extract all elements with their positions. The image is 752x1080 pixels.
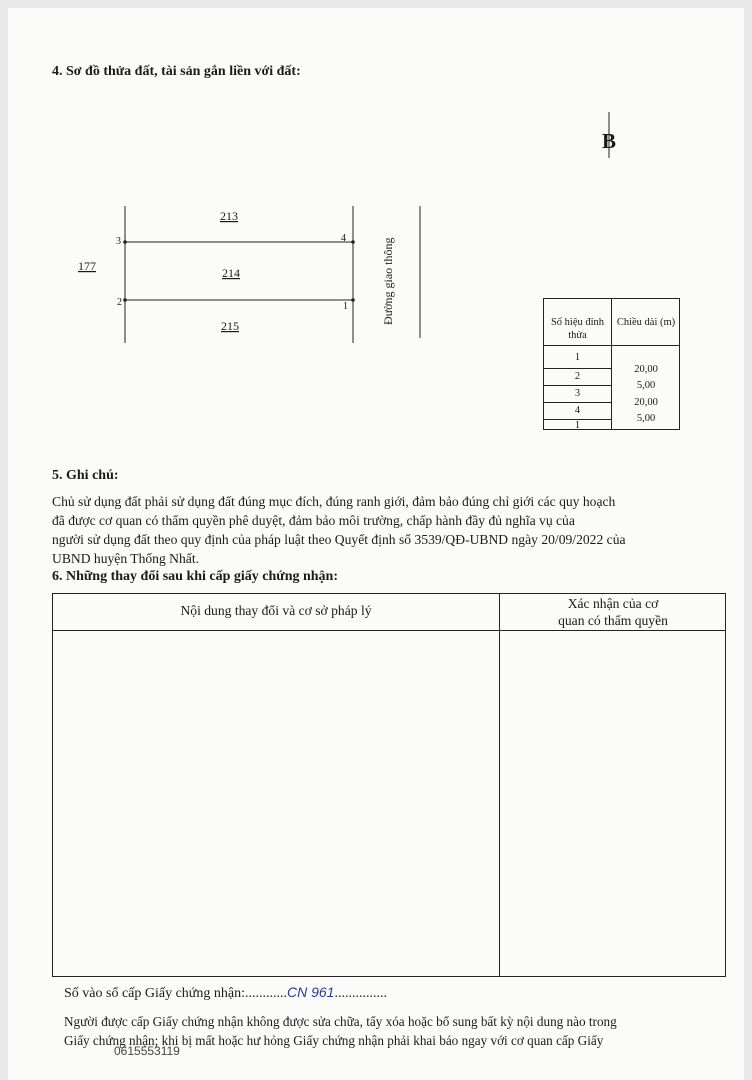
vertex-length-table — [543, 298, 680, 430]
changes-table — [52, 593, 726, 977]
section-5-title: 5. Ghi chú: — [52, 468, 119, 483]
section-6-title: 6. Những thay đổi sau khi cấp giấy chứng nhận: — [52, 569, 339, 584]
section-4-title: 4. Sơ đồ thửa đất, tài sản gắn liền với đất: — [52, 64, 301, 79]
note-line-2: đã được cơ quan có thẩm quyền phê duyệt, đảm bảo môi trường, chấp hành đầy đủ nghĩa vụ của — [52, 513, 575, 528]
register-label: Số vào sổ cấp Giấy chứng nhận: — [64, 986, 245, 1001]
table-point-1: 1 — [574, 352, 581, 363]
footer-note-line-1: Người được cấp Giấy chứng nhận không được sửa chữa, tẩy xóa hoặc bổ sung bất kỳ nội dung nào trong — [64, 1014, 617, 1029]
north-symbol-letter: B — [602, 129, 617, 153]
changes-header-content: Nội dung thay đổi và cơ sở pháp lý — [180, 603, 372, 618]
table-point-3: 3 — [574, 388, 581, 399]
document-page — [8, 8, 744, 1080]
vertex-3-label: 3 — [116, 236, 121, 247]
table-header-point: Số hiệu đỉnh thửa — [550, 317, 605, 341]
table-length-2: 5,00 — [636, 380, 656, 391]
register-dots-left: ............ — [245, 986, 287, 1001]
vertex-marker-4 — [351, 240, 355, 244]
vertex-marker-3 — [123, 240, 127, 244]
footer-note-line-2: Giấy chứng nhận; khi bị mất hoặc hư hỏng Giấy chứng nhận phải khai báo ngay với cơ quan cấp Giấy — [64, 1033, 604, 1048]
changes-header-confirm-1: Xác nhận của cơ — [567, 596, 659, 611]
note-line-1: Chủ sử dụng đất phải sử dụng đất đúng mục đích, đúng ranh giới, đảm bảo đúng chỉ giới các quy hoạch — [52, 494, 616, 509]
vertex-marker-2 — [123, 298, 127, 302]
parcel-215-label: 215 — [221, 319, 239, 333]
table-point-1-end: 1 — [574, 420, 581, 431]
table-point-2: 2 — [574, 371, 581, 382]
register-dots-right: ............... — [334, 986, 387, 1001]
table-length-1: 20,00 — [634, 364, 658, 375]
table-length-4: 5,00 — [636, 413, 656, 424]
note-line-4: UBND huyện Thống Nhất. — [52, 551, 200, 566]
note-line-3: người sử dụng đất theo quy định của pháp luật theo Quyết định số 3539/QĐ-UBND ngày 20/09/2022 của — [52, 532, 626, 547]
table-length-3: 20,00 — [634, 397, 658, 408]
vertex-marker-1 — [351, 298, 355, 302]
table-point-4: 4 — [574, 405, 581, 416]
road-label: Đường giao thông — [381, 237, 395, 325]
changes-header-confirm-2: quan có thẩm quyền — [558, 613, 668, 628]
register-number-row — [64, 984, 387, 1002]
watermark-phone: 0615553119 — [114, 1044, 180, 1058]
vertex-2-label: 2 — [117, 297, 122, 308]
parcel-213-label: 213 — [220, 209, 238, 223]
vertex-4-label: 4 — [341, 233, 346, 244]
parcel-177-label: 177 — [78, 259, 96, 273]
parcel-214-label: 214 — [222, 266, 240, 280]
vertex-1-label: 1 — [343, 301, 348, 312]
register-value: CN 961 — [287, 984, 335, 1000]
table-header-length: Chiều dài (m) — [616, 317, 676, 328]
